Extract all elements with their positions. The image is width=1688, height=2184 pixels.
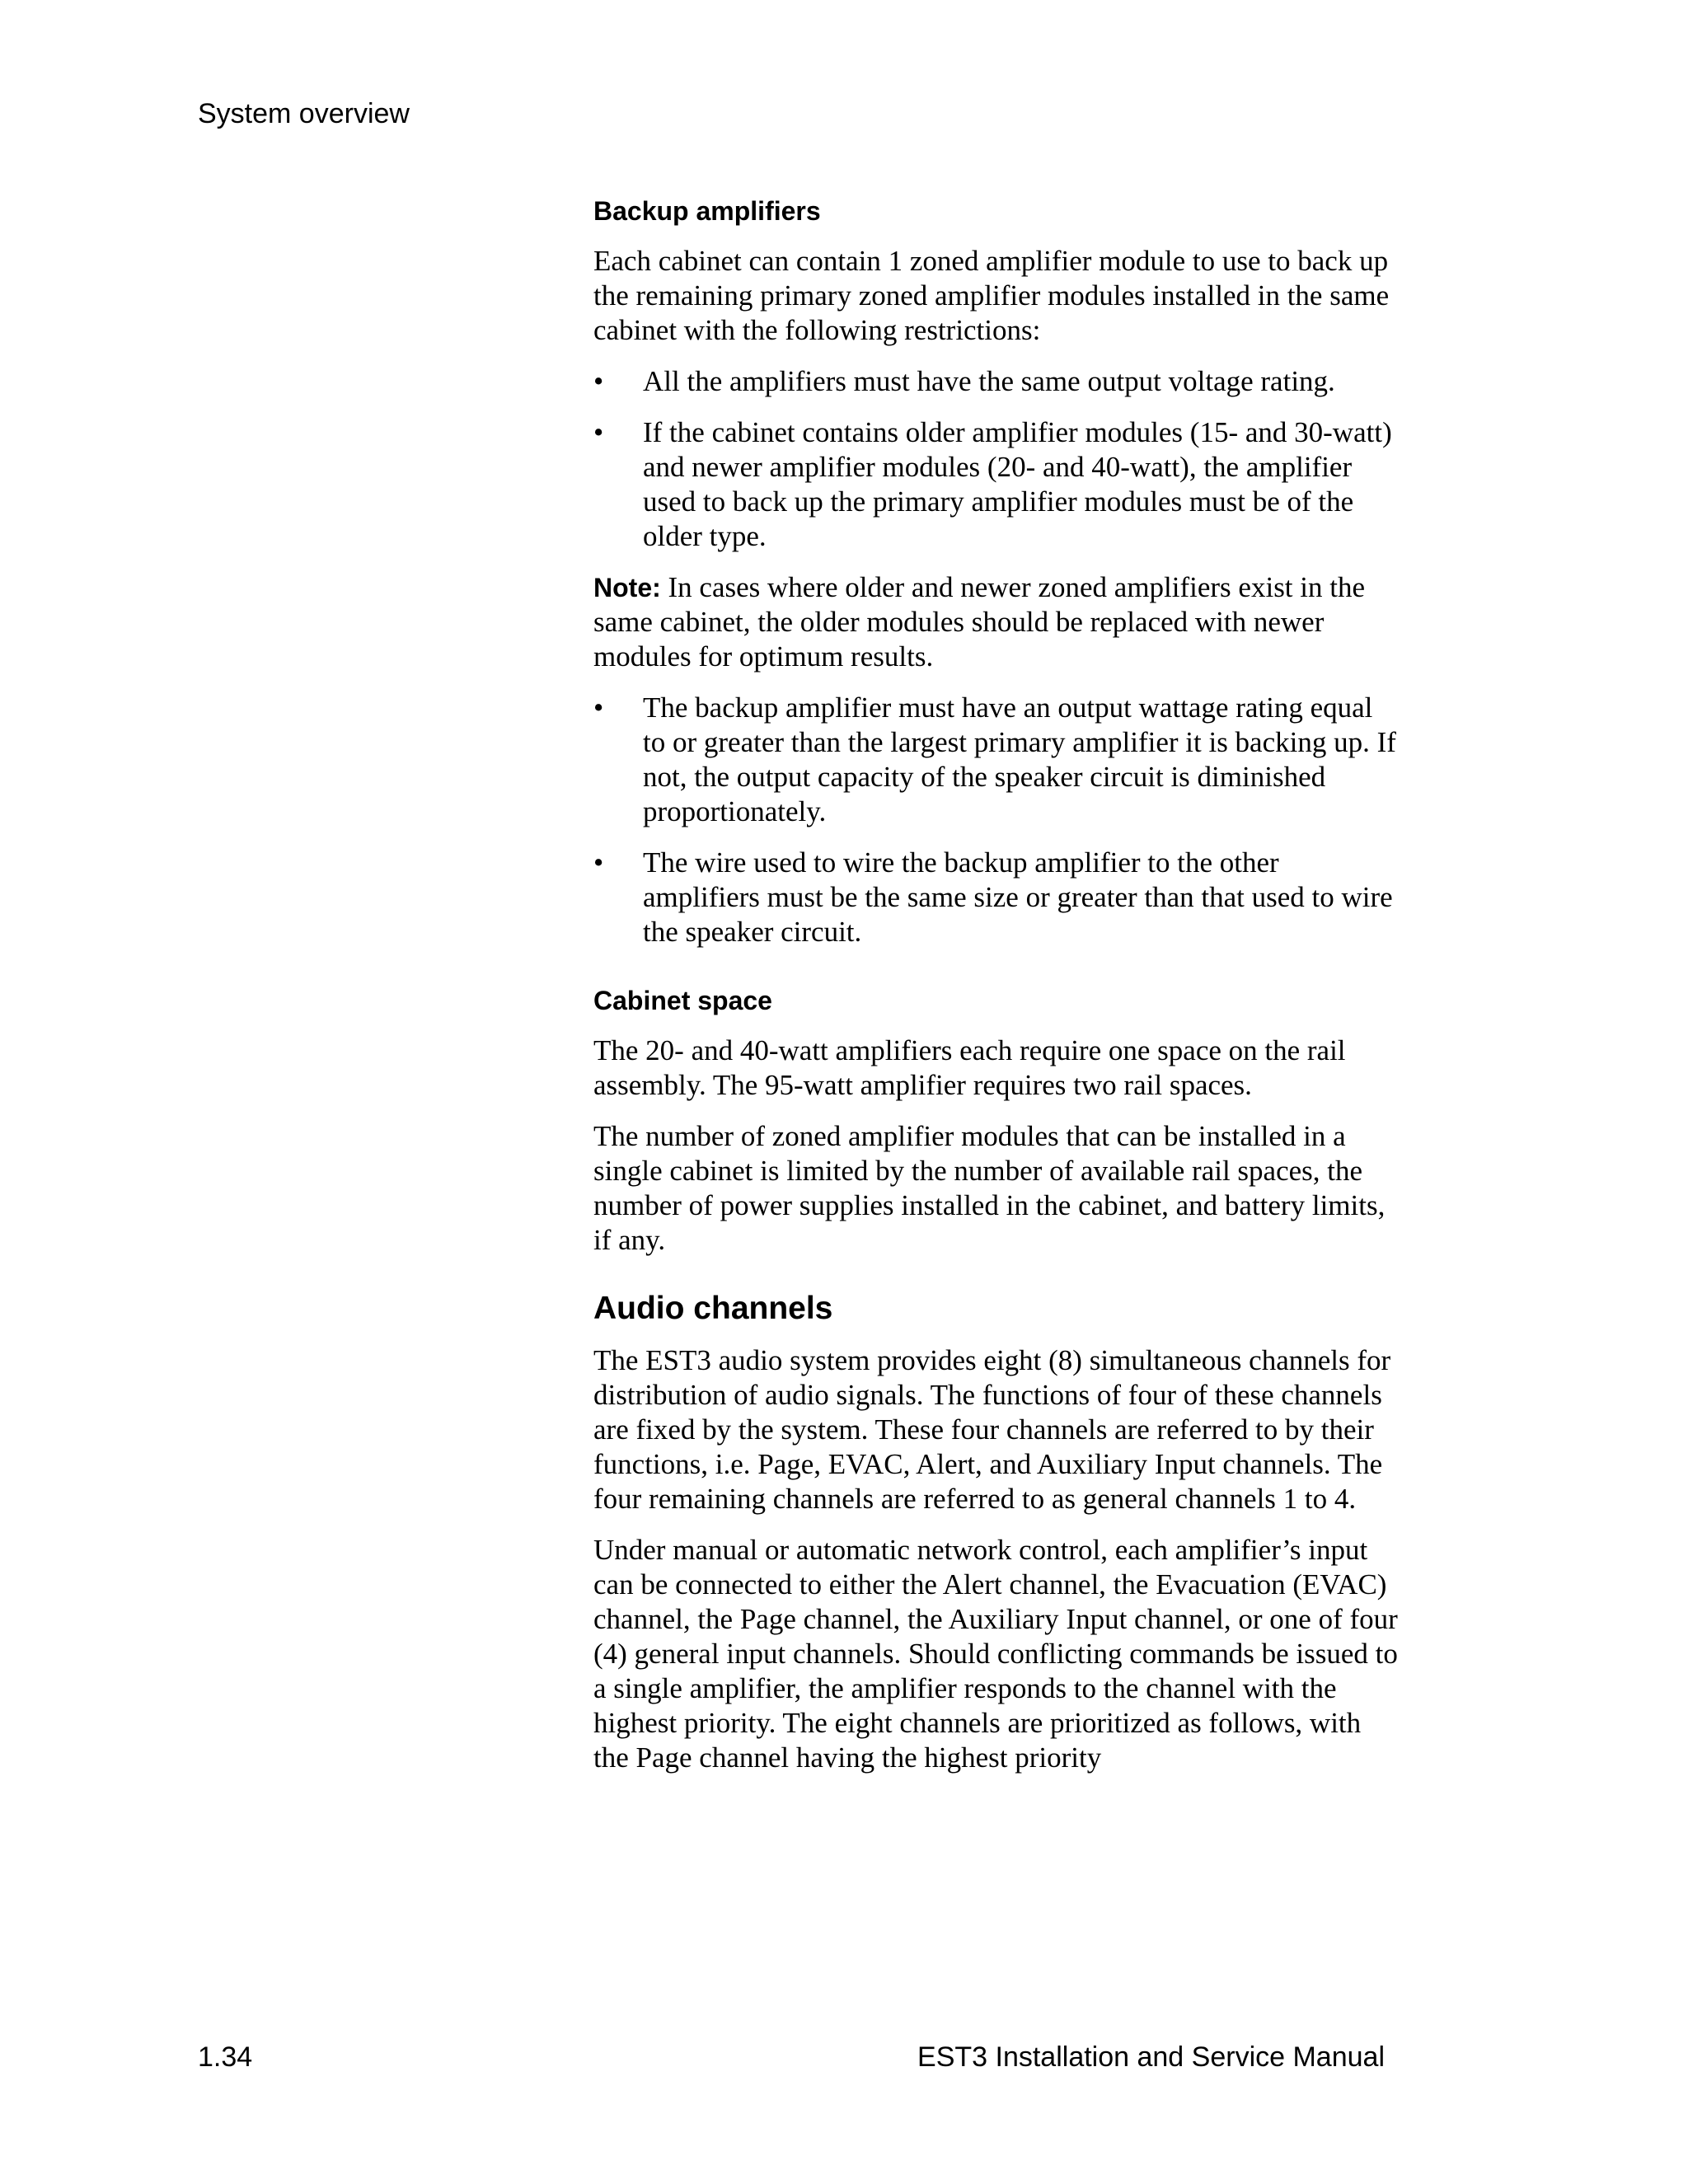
note-text: In cases where older and newer zoned amplifiers exist in the same cabinet, the older modules should be replaced with newer modules for optimum results. [593, 571, 1366, 673]
cabinet-space-heading: Cabinet space [593, 986, 772, 1015]
page-content [593, 194, 1401, 1792]
list-item-text: All the amplifiers must have the same output voltage rating. [643, 365, 1335, 397]
note-paragraph [593, 570, 1401, 674]
list-item [593, 415, 1401, 554]
restrictions-list-a [593, 364, 1401, 554]
restrictions-list-b [593, 691, 1401, 949]
list-item-text: If the cabinet contains older amplifier modules (15- and 30-watt) and newer amplifier modules (20- and 40-watt), the amplifier used to back up the primary amplifier modules must be of the older type. [643, 416, 1392, 552]
list-item [593, 691, 1401, 829]
list-item-text: The backup amplifier must have an output wattage rating equal to or greater than the largest primary amplifier it is backing up. If not, the output capacity of the speaker circuit is diminished proportionately. [643, 691, 1396, 827]
bullet-icon: • [593, 691, 604, 724]
note-label: Note: [593, 573, 661, 602]
running-header: System overview [198, 98, 410, 129]
backup-amplifiers-heading: Backup amplifiers [593, 196, 821, 226]
list-item [593, 846, 1401, 949]
bullet-icon: • [593, 416, 604, 448]
bullet-icon: • [593, 365, 604, 397]
audio-channels-heading: Audio channels [593, 1291, 833, 1326]
list-item [593, 364, 1401, 399]
audio-channels-paragraph-1: The EST3 audio system provides eight (8) simultaneous channels for distribution of audio signals. The functions of four of these channels are fixed by the system. These four channels are referred to by their functions, i.e. Page, EVAC, Alert, and Auxiliary Input channels. The four remaining channels are referred to as general channels 1 to 4. [593, 1344, 1391, 1515]
bullet-icon: • [593, 846, 604, 879]
list-item-text: The wire used to wire the backup amplifier to the other amplifiers must be the same size or greater than that used to wire the speaker circuit. [643, 846, 1393, 948]
backup-amplifiers-intro: Each cabinet can contain 1 zoned amplifier module to use to back up the remaining primary zoned amplifier modules installed in the same cabinet with the following restrictions: [593, 245, 1390, 346]
audio-channels-paragraph-2: Under manual or automatic network control, each amplifier’s input can be connected to either the Alert channel, the Evacuation (EVAC) channel, the Page channel, the Auxiliary Input channel, or one of four (4) general input channels. Should conflicting commands be issued to a single amplifier, the amplifier responds to the channel with the highest priority. The eight channels are prioritized as follows, with the Page channel having the highest priority [593, 1534, 1398, 1774]
page-number: 1.34 [198, 2041, 253, 2073]
cabinet-space-paragraph-2: The number of zoned amplifier modules that can be installed in a single cabinet is limited by the number of available rail spaces, the number of power supplies installed in the cabinet, and battery limits, if any. [593, 1120, 1386, 1256]
manual-title: EST3 Installation and Service Manual [917, 2041, 1385, 2073]
cabinet-space-paragraph-1: The 20- and 40-watt amplifiers each require one space on the rail assembly. The 95-watt amplifier requires two rail spaces. [593, 1034, 1346, 1101]
